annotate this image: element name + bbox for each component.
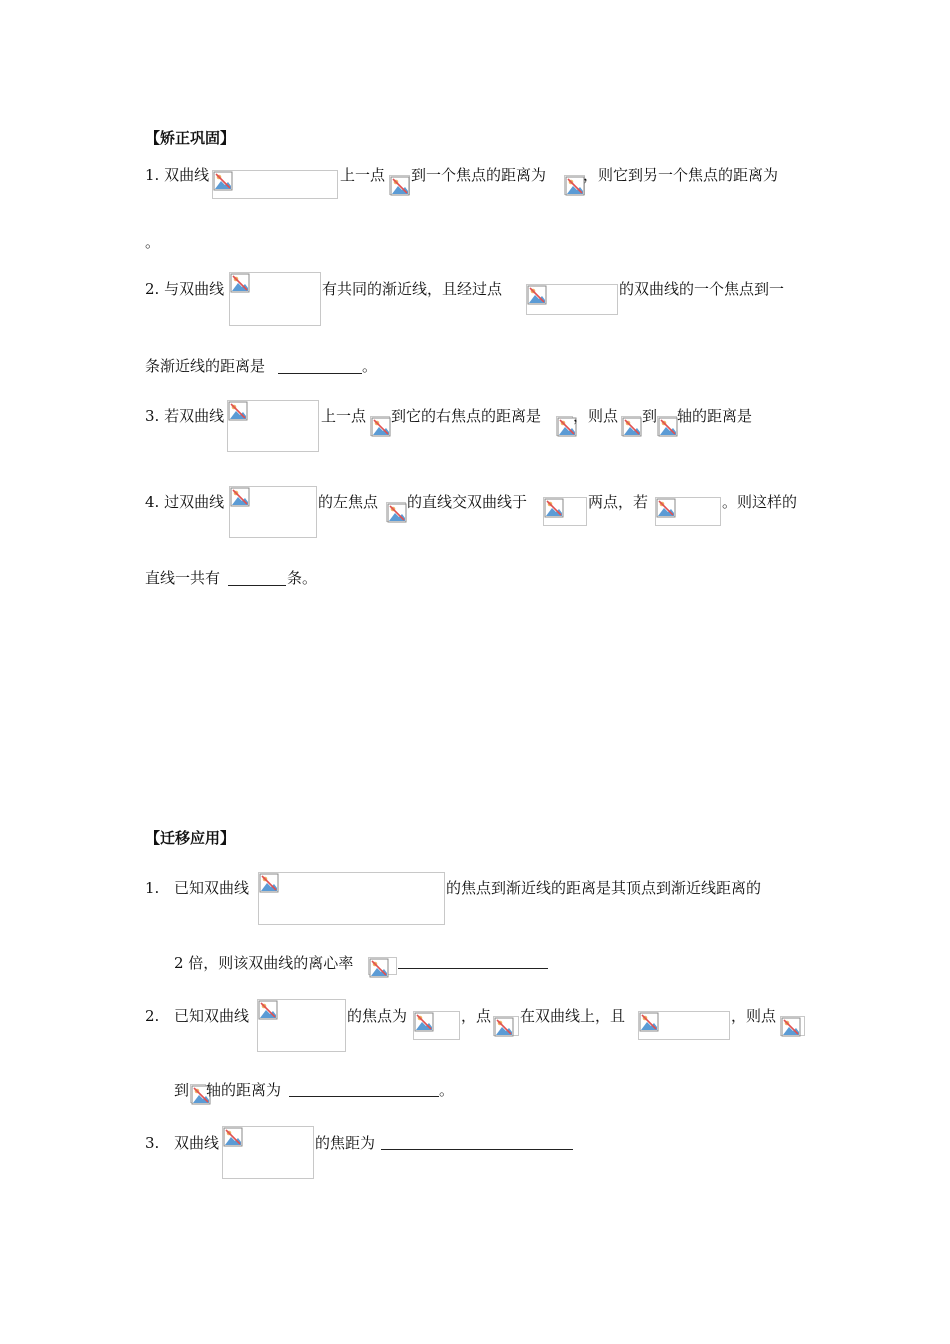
broken-image-icon: [390, 176, 410, 196]
s2-q3-equation-image: [222, 1126, 314, 1179]
s2-q2-equation-image: [257, 999, 346, 1052]
broken-image-icon: [371, 417, 391, 437]
s2-q2-condition-image: [638, 1011, 730, 1040]
broken-image-icon: [230, 273, 250, 293]
section-title-correction: 【矫正巩固】: [145, 129, 236, 147]
broken-image-icon: [622, 417, 642, 437]
s2-q1-equation-image: [258, 872, 445, 925]
broken-image-icon: [258, 1000, 278, 1020]
broken-image-icon: [414, 1012, 434, 1032]
s1-q4-text-e: 。则这样的: [722, 493, 798, 511]
s2-q2-text-c: ，点: [461, 1007, 492, 1025]
s1-q2-equation-image: [229, 272, 321, 326]
s1-q4-text-b: 的左焦点: [318, 493, 379, 511]
broken-image-icon: [656, 498, 676, 518]
s1-q4-text-d: 两点，若: [588, 493, 649, 511]
s1-q1-distance-image: [564, 175, 585, 195]
broken-image-icon: [544, 498, 564, 518]
s1-q3-distance-image: [556, 416, 573, 436]
s2-q1-text-b: 的焦点到渐近线的距离是其顶点到渐近线距离的: [446, 879, 762, 897]
s2-q2-text-d: 在双曲线上，且: [520, 1007, 626, 1025]
s1-q1-end: 。: [145, 233, 161, 251]
s1-q2-text-b: 有共同的渐近线，且经过点: [322, 280, 503, 298]
s2-q2-point2-image: [780, 1016, 805, 1036]
s1-q1-text-a: 1. 双曲线: [145, 166, 210, 184]
s2-q2-end: 。: [439, 1081, 455, 1099]
s2-q2-num: 2.: [145, 1007, 160, 1025]
broken-image-icon: [230, 487, 250, 507]
broken-image-icon: [639, 1012, 659, 1032]
s1-q2-text-d: 条渐近线的距离是: [145, 357, 266, 375]
answer-blank[interactable]: [398, 968, 548, 969]
s1-q4-text-g: 条。: [287, 569, 318, 587]
broken-image-icon: [228, 401, 248, 421]
broken-image-icon: [781, 1017, 801, 1037]
section-title-application: 【迁移应用】: [145, 829, 236, 847]
s2-q1-text-a: 已知双曲线: [174, 879, 250, 897]
s2-q2-foci-image: [413, 1011, 460, 1040]
s2-q2-text-b: 的焦点为: [347, 1007, 408, 1025]
s2-q3-text-a: 双曲线: [174, 1134, 220, 1152]
s1-q3-text-f: 轴的距离是: [677, 407, 753, 425]
s1-q4-text-a: 4. 过双曲线: [145, 493, 225, 511]
s1-q3-text-e: 到: [642, 407, 658, 425]
s1-q4-ab-image: [543, 497, 587, 526]
s2-q2-text-a: 2. 与双曲线: [145, 280, 225, 298]
s1-q4-focus-image: [386, 502, 406, 522]
s1-q3-equation-image: [227, 400, 319, 452]
answer-blank[interactable]: [381, 1149, 573, 1150]
answer-blank[interactable]: [289, 1096, 439, 1097]
broken-image-icon: [565, 176, 585, 196]
s1-q1-text-b: 上一点: [340, 166, 386, 184]
s1-q3-axis-image: [657, 416, 677, 436]
s1-q3-text-b: 上一点: [321, 407, 367, 425]
s2-q2-text-a: 已知双曲线: [174, 1007, 250, 1025]
s1-q2-point-image: [526, 284, 618, 315]
broken-image-icon: [387, 503, 407, 523]
s2-q2-text-f: 到: [174, 1081, 190, 1099]
broken-image-icon: [658, 417, 678, 437]
s1-q2-text-c: 的双曲线的一个焦点到一: [619, 280, 785, 298]
s2-q1-num: 1.: [145, 879, 160, 897]
s1-q4-condition-image: [655, 497, 721, 526]
s2-q3-num: 3.: [145, 1134, 160, 1152]
s2-q2-text-g: 轴的距离为: [206, 1081, 282, 1099]
broken-image-icon: [213, 171, 233, 191]
s2-q2-point-image: [493, 1016, 519, 1036]
s1-q1-point-image: [389, 175, 410, 195]
s1-q4-equation-image: [229, 486, 317, 538]
s1-q1-text-d: ，则它到另一个焦点的距离为: [583, 166, 779, 184]
s2-q3-text-b: 的焦距为: [315, 1134, 376, 1152]
answer-blank[interactable]: [228, 585, 286, 586]
s1-q3-text-a: 3. 若双曲线: [145, 407, 225, 425]
broken-image-icon: [369, 958, 389, 978]
answer-blank[interactable]: [278, 373, 362, 374]
s2-q2-text-e: ，则点: [731, 1007, 777, 1025]
s1-q1-text-c: 到一个焦点的距离为: [411, 166, 547, 184]
s2-q1-e-image: [368, 957, 397, 975]
s2-q2-axis-image: [190, 1084, 206, 1103]
s1-q1-equation-image: [212, 170, 338, 199]
broken-image-icon: [494, 1017, 514, 1037]
broken-image-icon: [223, 1127, 243, 1147]
s2-q1-text-c: 2 倍，则该双曲线的离心率: [174, 954, 354, 972]
broken-image-icon: [259, 873, 279, 893]
s1-q4-text-c: 的直线交双曲线于: [407, 493, 528, 511]
s1-q3-point-image: [370, 416, 390, 436]
s1-q3-text-d: ，则点: [573, 407, 619, 425]
s1-q2-end: 。: [362, 357, 378, 375]
s1-q4-text-f: 直线一共有: [145, 569, 221, 587]
s1-q3-text-c: 到它的右焦点的距离是: [391, 407, 542, 425]
s1-q3-point2-image: [621, 416, 641, 436]
broken-image-icon: [527, 285, 547, 305]
